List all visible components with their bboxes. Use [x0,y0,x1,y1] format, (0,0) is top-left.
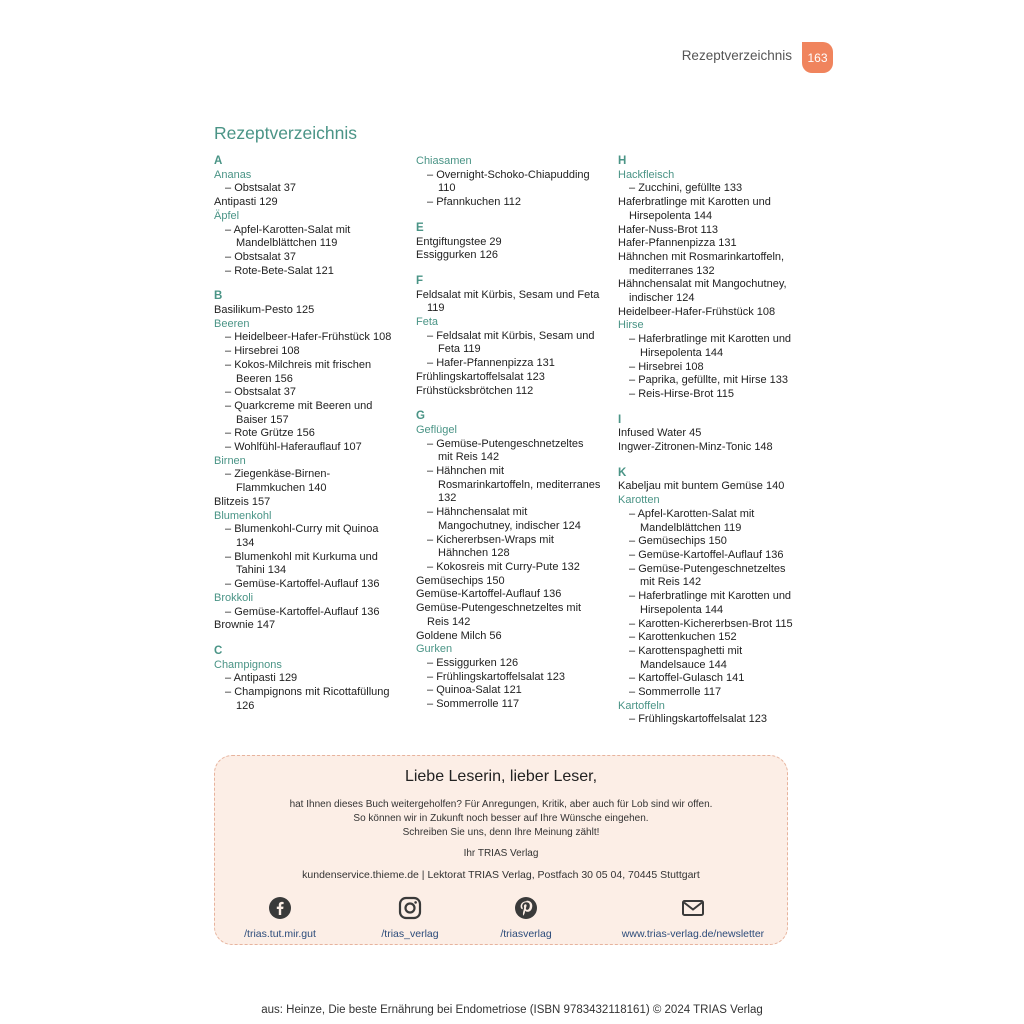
mail-icon [681,896,705,920]
index-entry: Feldsalat mit Kürbis, Sesam und Feta 119 [416,288,600,315]
dash-marker: – [427,684,437,697]
notice-contact[interactable]: kundenservice.thieme.de | Lektorat TRIAS Verlag, Postfach 30 05 04, 70445 Stuttgart [302,869,700,881]
index-keyword: Chiasamen [416,155,472,167]
index-sublist [416,438,601,575]
index-entry: Gemüsechips 150 [416,574,505,587]
facebook-icon [268,896,292,920]
index-subentry-text: Sommerrolle 117 [436,698,520,711]
index-sublist [214,331,394,454]
index-entry: Ingwer-Zitronen-Minz-Tonic 148 [618,441,773,454]
pinterest-link[interactable] [483,896,569,942]
dash-marker: – [225,441,235,454]
index-sublist [214,606,394,620]
index-letter: I [618,413,622,426]
dash-marker: – [629,507,638,520]
index-subentry [214,400,394,427]
index-subentry [214,224,394,251]
index-subentry-text: Paprika, gefüllte, mit Hirse 133 [638,374,788,387]
index-entry: Kabeljau mit buntem Gemüse 140 [618,480,785,493]
pinterest-label: /triasverlag [500,928,552,940]
dash-marker: – [225,427,235,440]
dash-marker: – [629,182,639,195]
index-subentry [618,618,803,632]
index-keyword: Äpfel [214,209,240,222]
index-subentry [618,508,803,535]
instagram-icon [398,896,422,920]
index-entry: Antipasti 129 [214,196,278,209]
index-subentry [618,361,803,375]
notice-signature: Ihr TRIAS Verlag [463,848,539,859]
index-subentry [416,698,601,712]
dash-marker: – [629,713,639,726]
index-keyword: Gurken [416,643,453,656]
index-sublist [618,182,803,196]
index-sublist [214,224,394,279]
index-subentry [214,523,394,550]
index-entry: Entgiftungstee 29 [416,235,502,248]
dash-marker: – [225,223,234,236]
dash-marker: – [629,631,639,644]
index-group [214,645,394,714]
index-entry: Essiggurken 126 [416,249,498,262]
index-sublist [416,330,601,371]
index-subentry-text: Karotten-Kichererbsen-Brot 115 [638,617,793,630]
index-subentry-text: Gemüse-Kartoffel-Auflauf 136 [234,605,380,618]
index-keyword: Blumenkohl [214,509,272,522]
index-letter: F [416,274,424,287]
index-group [416,155,601,210]
index-entry: Basilikum-Pesto 125 [214,304,315,317]
index-subentry [416,657,601,671]
index-keyword: Beeren [214,317,250,330]
index-entry: Hähnchensalat mit Mangochutney, indischer 124 [618,278,787,305]
index-subentry-text: Haferbratlinge mit Karotten und Hirsepolenta 144 [638,590,792,616]
index-subentry [214,686,394,713]
index-entry: Heidelbeer-Hafer-Frühstück 108 [618,305,776,318]
index-group [618,467,803,727]
dash-marker: – [427,506,437,519]
newsletter-link[interactable] [607,896,779,942]
index-letter: B [214,290,223,303]
index-subentry-text: Obstsalat 37 [234,182,296,195]
index-letter: C [214,644,223,657]
index-subentry [214,441,394,455]
index-letter: H [618,155,627,167]
index-subentry-text: Kichererbsen-Wraps mit Hähnchen 128 [436,533,554,560]
index-entry: Brownie 147 [214,619,276,632]
index-subentry-text: Frühlingskartoffelsalat 123 [436,670,566,683]
index-sublist [618,713,803,727]
index-subentry [214,606,394,620]
index-group [214,290,394,633]
index-subentry [416,330,601,357]
dash-marker: – [629,374,639,387]
index-subentry [618,374,803,388]
index-group [214,155,394,278]
index-sublist [618,333,803,402]
index-subentry [416,465,601,506]
dash-marker: – [629,333,639,346]
index-subentry-text: Rote Grütze 156 [234,427,315,440]
index-subentry-text: Champignons mit Ricottafüllung 126 [234,686,390,712]
index-subentry-text: Gemüse-Kartoffel-Auflauf 136 [638,548,784,561]
index-subentry [618,672,803,686]
index-keyword: Hackfleisch [618,168,675,181]
index-entry: Hähnchen mit Rosmarinkartoffeln, mediterranes 132 [618,250,785,277]
index-subentry [416,438,601,465]
dash-marker: – [427,437,437,450]
newsletter-label: www.trias-verlag.de/newsletter [621,928,765,940]
notice-title: Liebe Leserin, lieber Leser, [404,768,598,785]
index-subentry-text: Quinoa-Salat 121 [436,684,522,697]
index-column-1 [214,155,394,725]
instagram-label: /trias_verlag [381,928,439,940]
index-subentry-text: Pfannkuchen 112 [436,196,521,209]
index-subentry-text: Obstsalat 37 [234,386,296,399]
index-subentry-text: Obstsalat 37 [234,250,296,263]
index-group [618,155,803,402]
index-sublist [214,468,394,495]
dash-marker: – [629,644,639,657]
index-entry: Gemüse-Kartoffel-Auflauf 136 [416,588,562,601]
index-subentry-text: Sommerrolle 117 [638,686,722,699]
index-subentry [214,468,394,495]
index-subentry [214,386,394,400]
index-subentry-text: Gemüse-Putengeschnetzeltes mit Reis 142 [638,562,786,589]
dash-marker: – [225,605,235,618]
index-entry: Infused Water 45 [618,427,702,440]
index-subentry [416,684,601,698]
index-subentry-text: Apfel-Karotten-Salat mit Mandelblättchen 119 [637,507,755,534]
index-subentry-text: Heidelbeer-Hafer-Frühstück 108 [234,331,392,344]
index-sublist [416,169,601,210]
index-subentry-text: Kartoffel-Gulasch 141 [638,672,745,685]
dash-marker: – [225,345,235,358]
index-letter: A [214,155,223,167]
dash-marker: – [629,562,639,575]
index-subentry-text: Hirsebrei 108 [638,360,704,373]
index-subentry [214,265,394,279]
dash-marker: – [225,264,235,277]
index-keyword: Ananas [214,168,252,181]
dash-marker: – [427,656,437,669]
index-subentry-text: Hirsebrei 108 [234,345,300,358]
index-subentry-text: Frühlingskartoffelsalat 123 [638,713,768,726]
index-subentry-text: Blumenkohl-Curry mit Quinoa 134 [234,523,379,549]
index-keyword: Brokkoli [214,591,254,604]
index-subentry-text: Hähnchen mit Rosmarinkartoffeln, mediterranes 132 [436,465,601,505]
index-entry: Frühstücksbrötchen 112 [416,384,534,397]
index-subentry [214,551,394,578]
index-subentry [618,388,803,402]
index-subentry [416,169,601,196]
index-subentry [214,251,394,265]
dash-marker: – [225,468,235,481]
index-keyword: Birnen [214,454,246,467]
index-subentry [618,631,803,645]
dash-marker: – [427,533,437,546]
notice-text [215,798,787,840]
index-subentry-text: Ziegenkäse-Birnen-Flammkuchen 140 [234,468,331,495]
index-entry: Haferbratlinge mit Karotten und Hirsepolenta 144 [618,196,771,222]
facebook-link[interactable] [237,896,323,942]
index-subentry [416,196,601,210]
dash-marker: – [427,196,437,209]
pinterest-icon [514,896,538,920]
dash-marker: – [629,617,639,630]
index-subentry-text: Apfel-Karotten-Salat mit Mandelblättchen 119 [233,223,351,250]
index-keyword: Kartoffeln [618,699,665,712]
index-sublist [214,182,394,196]
dash-marker: – [225,672,234,685]
index-subentry-text: Wohlfühl-Haferauflauf 107 [234,441,362,454]
index-letter: E [416,221,424,234]
notice-line-1: hat Ihnen dieses Buch weitergeholfen? Für Anregungen, Kritik, aber auch für Lob sind wir offen. [289,799,713,810]
index-column-3 [618,155,803,739]
index-subentry-text: Karottenspaghetti mit Mandelsauce 144 [638,644,743,671]
index-group [416,222,601,263]
index-subentry [214,182,394,196]
index-sublist [416,657,601,712]
index-subentry [618,645,803,672]
index-subentry [416,357,601,371]
dash-marker: – [427,465,437,478]
index-letter: K [618,466,627,479]
index-entry: Hafer-Pfannenpizza 131 [618,237,737,250]
index-entry: Blitzeis 157 [214,495,271,508]
dash-marker: – [225,399,235,412]
index-subentry-text: Quarkcreme mit Beeren und Baiser 157 [234,399,373,426]
index-subentry-text: Overnight-Schoko-Chiapudding 110 [436,168,590,195]
facebook-label: /trias.tut.mir.gut [244,928,316,940]
dash-marker: – [427,698,437,711]
index-subentry-text: Antipasti 129 [233,672,298,685]
index-subentry-text: Karottenkuchen 152 [638,631,737,644]
index-keyword: Hirse [618,319,644,332]
dash-marker: – [225,250,235,263]
index-entry: Frühlingskartoffelsalat 123 [416,370,545,383]
dash-marker: – [225,550,235,563]
index-subentry [618,590,803,617]
reader-notice-box [214,755,788,945]
dash-marker: – [225,686,235,699]
index-subentry [214,331,394,345]
index-subentry [416,534,601,561]
dash-marker: – [225,331,235,344]
dash-marker: – [629,590,639,603]
index-subentry [214,672,394,686]
dash-marker: – [225,182,235,195]
index-subentry-text: Zucchini, gefüllte 133 [638,182,743,195]
index-group [416,275,601,398]
index-subentry [416,671,601,685]
index-subentry [618,713,803,727]
notice-line-2: So können wir in Zukunft noch besser auf Ihre Wünsche eingehen. [353,813,649,824]
index-subentry-text: Kokosreis mit Curry-Pute 132 [436,560,580,573]
index-column-2 [416,155,601,724]
index-keyword: Karotten [618,494,660,507]
index-entry: Hafer-Nuss-Brot 113 [618,223,719,236]
index-letter: G [416,410,425,423]
index-subentry-text: Essiggurken 126 [436,656,519,669]
header-title: Rezeptverzeichnis [681,48,792,63]
dash-marker: – [427,670,437,683]
index-subentry [214,427,394,441]
index-subentry-text: Gemüse-Putengeschnetzeltes mit Reis 142 [436,437,584,464]
dash-marker: – [629,535,639,548]
dash-marker: – [427,357,437,370]
dash-marker: – [225,523,235,536]
dash-marker: – [225,358,235,371]
dash-marker: – [629,360,639,373]
index-sublist [618,508,803,700]
index-subentry [618,333,803,360]
notice-line-3: Schreiben Sie uns, denn Ihre Meinung zählt! [402,827,600,838]
source-footer: aus: Heinze, Die beste Ernährung bei Endometriose (ISBN 9783432118161) © 2024 TRIAS Verlag [261,1004,763,1016]
dash-marker: – [629,686,639,699]
index-sublist [214,672,394,713]
index-group [416,410,601,711]
index-subentry [618,549,803,563]
dash-marker: – [225,578,235,591]
dash-marker: – [629,548,639,561]
index-entry: Gemüse-Putengeschnetzeltes mit Reis 142 [416,602,582,628]
index-subentry-text: Rote-Bete-Salat 121 [234,264,334,277]
index-subentry-text: Gemüsechips 150 [638,535,727,548]
index-subentry [214,345,394,359]
index-keyword: Champignons [214,658,282,671]
index-subentry [618,563,803,590]
index-subentry [214,359,394,386]
index-subentry [618,182,803,196]
index-subentry-text: Feldsalat mit Kürbis, Sesam und Feta 119 [436,329,595,356]
dash-marker: – [427,168,437,181]
dash-marker: – [629,672,639,685]
index-sublist [214,523,394,592]
index-keyword: Geflügel [416,423,457,436]
index-subentry-text: Reis-Hirse-Brot 115 [638,387,734,400]
index-subentry-text: Gemüse-Kartoffel-Auflauf 136 [234,578,380,591]
dash-marker: – [629,387,639,400]
index-subentry-text: Hähnchensalat mit Mangochutney, indischer 124 [436,506,581,532]
instagram-link[interactable] [367,896,453,942]
dash-marker: – [427,329,437,342]
index-subentry-text: Haferbratlinge mit Karotten und Hirsepolenta 144 [638,333,792,359]
index-entry: Goldene Milch 56 [416,629,502,642]
index-subentry-text: Hafer-Pfannenpizza 131 [436,357,555,370]
index-group [618,414,803,455]
page-number-badge: 163 [802,42,833,73]
index-subentry [416,506,601,533]
index-subentry-text: Blumenkohl mit Kurkuma und Tahini 134 [234,550,378,577]
index-subentry [214,578,394,592]
index-keyword: Feta [416,316,439,329]
section-title: Rezeptverzeichnis [214,123,357,143]
index-subentry-text: Kokos-Milchreis mit frischen Beeren 156 [234,358,372,385]
index-subentry [416,561,601,575]
dash-marker: – [225,386,235,399]
index-subentry [618,535,803,549]
dash-marker: – [427,560,437,573]
index-subentry [618,686,803,700]
